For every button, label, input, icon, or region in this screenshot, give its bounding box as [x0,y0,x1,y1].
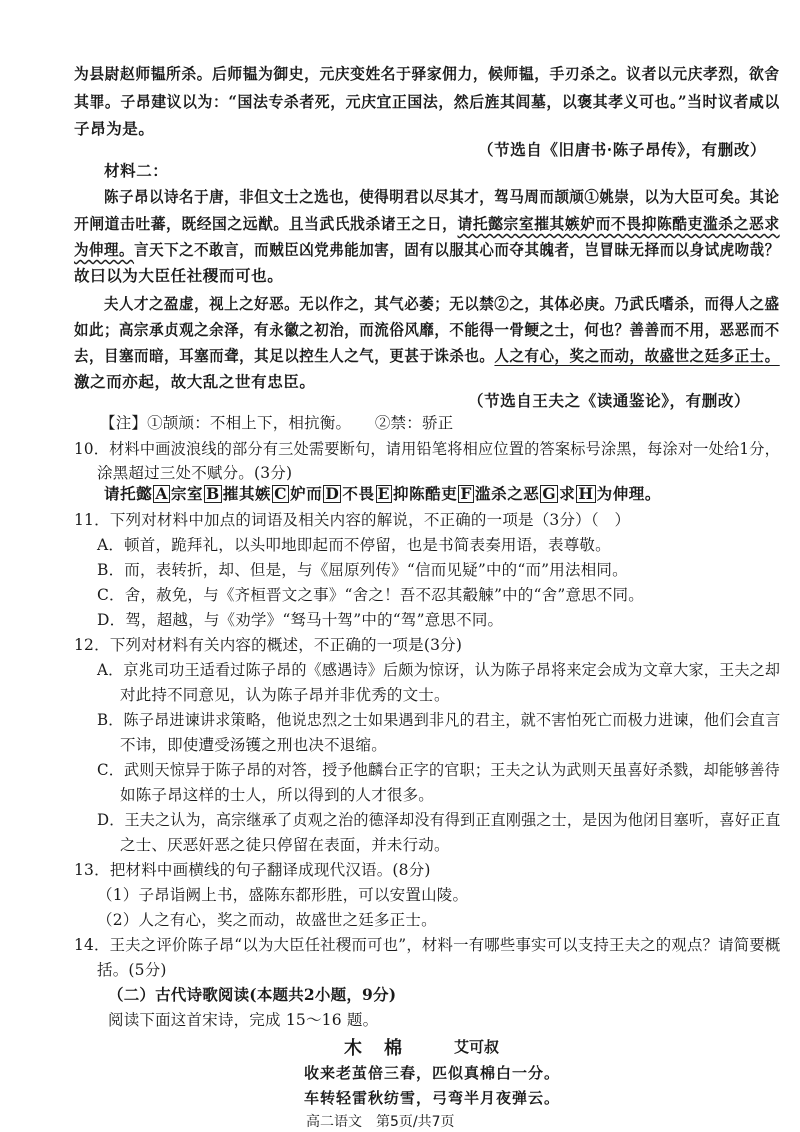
answer-box-f[interactable]: F [460,484,472,503]
passage-line: 激之而亦起，故大乱之世有忠臣。 [74,372,316,391]
answer-box-h[interactable]: H [578,484,594,503]
question-10: 10．材料中画波浪线的部分有三处需要断句，请用铅笔将相应位置的答案标号涂黑，每涂对一处给1分， [74,440,781,458]
question-11: 11．下列对材料中加点的词语及相关内容的解说，不正确的一项是（3分）（ ） [74,511,631,529]
poem-line: 收来老茧倍三春，匹似真棉白一分。 [304,1064,561,1082]
poem-title: 木 棉 [344,1038,404,1059]
footnote: 【注】①颉颃：不相上下，相抗衡。 ②禁：骄正 [100,414,454,432]
seq-text: 不畏 [342,484,375,503]
option: A．顿首，跪拜礼，以头叩地即起而不停留，也是书简表奏用语，表尊敬。 [97,536,611,554]
passage-line [74,212,780,234]
answer-box-a[interactable]: A [155,484,168,503]
translation-item: （2）人之有心，奖之而动，故盛世之廷多正士。 [97,911,437,929]
source-citation: （节选自《旧唐书·陈子昂传》，有删改） [478,140,767,159]
translation-item: （1）子昂诣阙上书，盛陈东都形胜，可以安置山陵。 [97,886,469,904]
passage-line: 如此；高宗承贞观之余泽，有永徽之初治，而流俗风靡，不能得一骨鲠之士，何也？善善而不用，恶恶而不 [74,320,780,339]
seq-text: 宗室 [170,484,204,503]
option-cont: 之士、厌恶奸恶之徒只停留在表面，并未行动。 [120,836,450,854]
option: A．京兆司功王适看过陈子昂的《感遇诗》后颇为惊讶，认为陈子昂将来定会成为文章大家，王夫之却 [97,661,781,679]
section-heading: （二）古代诗歌阅读(本题共2小题，9分) [108,985,397,1004]
passage-line: 陈子昂以诗名于唐，非但文士之选也，使得明君以尽其才，驾马周而颉颃①姚崇，以为大臣可矣。其论 [104,187,780,206]
passage-text: 去，目塞而暗，耳塞而聋，其足以控生人之气，更甚于诛杀也。 [74,346,495,365]
passage-line: 其罪。子昂建议以为：“国法专杀者死，元庆宜正国法，然后旌其闾墓，以褒其孝义可也。”当时议者咸以 [74,92,780,111]
wavy-underlined-sentence: 为伸理。 [74,240,135,259]
seq-text: 为伸理。 [596,484,662,503]
seq-text: 滥杀之恶 [475,484,540,503]
wavy-underlined-sentence: 请托懿宗室摧其嫉妒而不畏抑陈酷吏滥杀之恶求 [457,214,780,233]
passage-line: 夫人才之盈虚，视上之好恶。无以作之，其气必萎；无以禁②之，其体必庚。乃武氏嗜杀，而得人之盛 [104,294,780,313]
source-citation: （节选自王夫之《读通鉴论》，有删改） [468,391,751,410]
option: C．武则天惊异于陈子昂的对答，授予他麟台正字的官职；王夫之认为武则天虽喜好杀戮，却能够善待 [97,761,780,779]
option: D．王夫之认为，高宗继承了贞观之治的德泽却没有得到正直刚强之士，是因为他闭目塞听，喜好正直 [97,811,781,829]
answer-box-c[interactable]: C [274,484,288,503]
question-14: 14．王夫之评价陈子昂“以为大臣任社稷而可也”，材料一有哪些事实可以支持王夫之的观点？请简要概 [74,936,781,954]
seq-text: 妒而 [290,484,323,503]
option: B．陈子昂进谏讲求策略，他说忠烈之士如果遇到非凡的君主，就不害怕死亡而极力进谏，他们会直言 [97,711,781,729]
instruction: 阅读下面这首宋诗，完成 15～16 题。 [108,1011,379,1029]
option-cont: 对此持不同意见，认为陈子昂并非优秀的文士。 [120,686,450,704]
option: D．驾，超越，与《劝学》“驽马十驾”中的“驾”意思不同。 [97,611,504,629]
poem-line: 车转轻雷秋纺雪，弓弯半月夜弹云。 [304,1089,561,1107]
passage-line: 故曰以为大臣任社稷而可也。 [74,266,284,285]
answer-box-b[interactable]: B [206,484,220,503]
option: B．而，表转折，却、但是，与《屈原列传》“信而见疑”中的“而”用法相同。 [97,561,628,579]
passage-text: 开闸道击吐蕃，既经国之远猷。且当武氏戕杀诸王之日， [74,214,458,233]
seq-text: 求 [559,484,576,503]
poem-author: 艾可叔 [454,1038,500,1056]
seq-text: 请托懿 [104,484,153,503]
seq-text: 抑陈酷吏 [392,484,458,503]
option-cont: 如陈子昂这样的士人，所以得到的人才很多。 [120,786,435,804]
page-footer: 高二语文 第5页/共7页 [306,1114,455,1130]
question-12: 12．下列对材料有关内容的概述，不正确的一项是(3分) [74,636,463,654]
option: C．舍，赦免，与《齐桓晋文之事》“舍之！吾不忍其觳觫”中的“舍”意思不同。 [97,586,644,604]
passage-line [74,238,780,260]
passage-line: 子昂为是。 [74,119,155,138]
passage-line [74,344,780,366]
answer-box-d[interactable]: D [325,484,340,503]
answer-box-e[interactable]: E [377,484,390,503]
passage-line: 为县尉赵师韫所杀。后师韫为御史，元庆变姓名于驿家佣力，候师韫，手刃杀之。议者以元庆孝烈，欲舍 [74,64,780,83]
question-14-cont: 括。(5分) [97,961,167,979]
underlined-sentence: 人之有心，奖之而动，故盛世之廷多正士。 [494,346,780,365]
question-13: 13．把材料中画横线的句子翻译成现代汉语。(8分) [74,861,431,879]
answer-sequence [104,482,661,504]
answer-box-g[interactable]: G [542,484,557,503]
seq-text: 摧其嫉 [222,484,272,503]
passage-text: 言天下之不敢言，而贼臣凶党弗能加害，固有以服其心而夺其魄者，岂冒昧无择而以身试虎吻哉？ [134,240,780,259]
material-heading: 材料二： [104,161,169,180]
option-cont: 不讳，即使遭受汤镬之刑也决不退缩。 [120,736,387,754]
question-10-cont: 涂黑超过三处不赋分。(3分) [97,464,293,482]
